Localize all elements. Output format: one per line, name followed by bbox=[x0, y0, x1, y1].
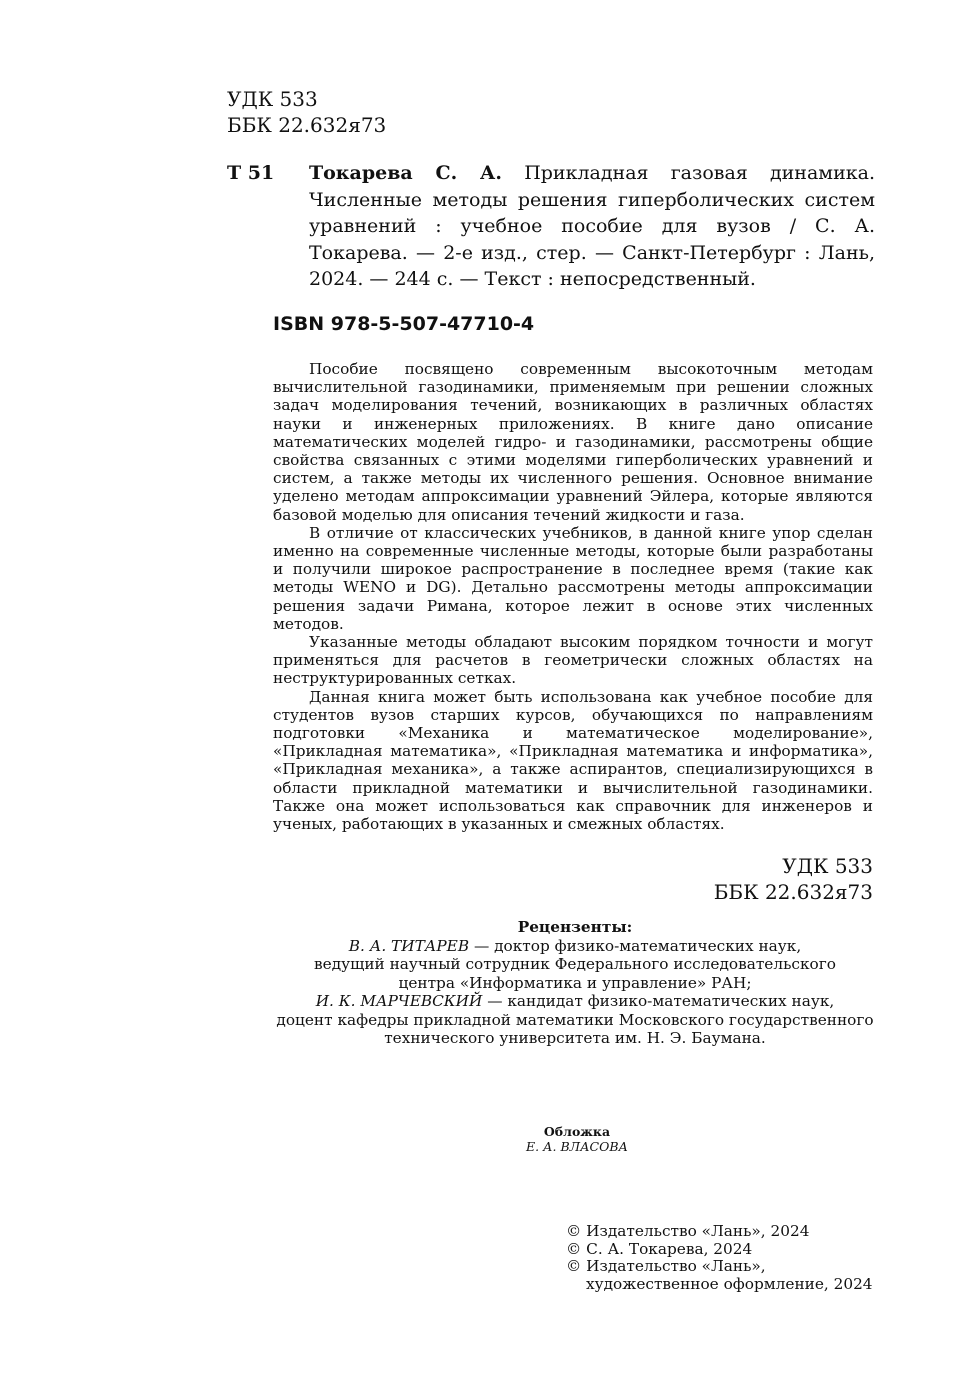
abstract-paragraph: В отличие от классических учебников, в данной книге упор сделан именно на современные численные методы, которые были разработаны и получили широкое распространение в последнее время (такие как методы WENO и DG). Детально рассмотрены методы аппроксимации решения задачи Римана, которое лежит в основе этих численных методов. bbox=[273, 523, 873, 633]
reviewer-position: доцент кафедры прикладной математики Московского государственного bbox=[276, 1010, 874, 1029]
copyright-line: © С. А. Токарева, 2024 bbox=[566, 1239, 753, 1258]
reviewer-position: ведущий научный сотрудник Федерального исследовательского bbox=[314, 955, 836, 973]
reviewer-organization: технического университета им. Н. Э. Баумана. bbox=[384, 1029, 766, 1047]
abstract-paragraph: Указанные методы обладают высоким порядком точности и могут применяться для расчетов в геометрически сложных областях на неструктурированных сетках. bbox=[273, 633, 873, 688]
cover-designer: Е. А. ВЛАСОВА bbox=[525, 1139, 629, 1154]
udk-code: УДК 533 bbox=[227, 87, 318, 111]
reviewers bbox=[270, 918, 880, 1048]
reviewer-organization: центра «Информатика и управление» РАН; bbox=[398, 973, 752, 992]
cover-heading: Обложка bbox=[543, 1124, 611, 1139]
reviewer-degree: — кандидат физико-математических наук, bbox=[482, 992, 835, 1010]
udk-code: УДК 533 bbox=[782, 854, 873, 878]
copyright-line: художественное оформление, 2024 bbox=[586, 1274, 873, 1293]
bbk-code: ББК 22.632я73 bbox=[713, 880, 873, 904]
copyright-line: © Издательство «Лань», 2024 bbox=[566, 1222, 810, 1240]
reviewer-degree: — доктор физико-математических наук, bbox=[469, 936, 802, 955]
reviewer-name: В. А. ТИТАРЕВ bbox=[348, 936, 470, 955]
reviewer-line bbox=[270, 937, 880, 956]
abstract bbox=[273, 360, 873, 833]
description-text: Прикладная газовая динамика. Численные методы решения гиперболических систем уравнений : учебное пособие для вузов / С. А. Токарева. — 2-е изд., стер. — Санкт-Петербург : Лань, 2024. — 244 с. — Текст : непосредственный. bbox=[309, 162, 875, 290]
isbn: ISBN 978-5-507-47710-4 bbox=[273, 313, 535, 335]
reviewer-name: И. К. МАРЧЕВСКИЙ bbox=[315, 992, 483, 1010]
classification-bottom bbox=[714, 853, 873, 905]
classification-top bbox=[227, 86, 386, 138]
abstract-paragraph: Пособие посвящено современным высокоточным методам вычислительной газодинамики, применяемым при решении сложных задач моделирования течений, возникающих в различных областях науки и инженерных приложениях. В книге дано описание математических моделей гидро- и газодинамики, рассмотрены общие свойства связанных с этими моделями гиперболических уравнений и систем, а также методы их численного решения. Основное внимание уделено методам аппроксимации уравнений Эйлера, которые являются базовой моделью для описания течений жидкости и газа. bbox=[273, 360, 873, 524]
author-name: Токарева С. А. bbox=[309, 162, 503, 184]
reviewers-heading: Рецензенты: bbox=[517, 918, 633, 936]
author-mark: Т 51 bbox=[227, 162, 275, 184]
cover-credit bbox=[472, 1124, 682, 1154]
copyright-line: © Издательство «Лань», bbox=[566, 1257, 766, 1275]
reviewer-line bbox=[270, 992, 880, 1011]
bibliographic-entry bbox=[227, 160, 875, 293]
copyright-block bbox=[566, 1223, 873, 1293]
abstract-paragraph: Данная книга может быть использована как учебное пособие для студентов вузов старших курсов, обучающихся по направлениям подготовки «Механика и математическое моделирование», «Прикладная математика», «Прикладная математика и информатика», «Прикладная механика», а также аспирантов, специализирующихся в области прикладной математики и вычислительной газодинамики. Также она может использоваться как справочник для инженеров и ученых, работающих в указанных и смежных областях. bbox=[273, 687, 873, 834]
bibliographic-description bbox=[309, 160, 875, 293]
bbk-code: ББК 22.632я73 bbox=[227, 113, 387, 137]
